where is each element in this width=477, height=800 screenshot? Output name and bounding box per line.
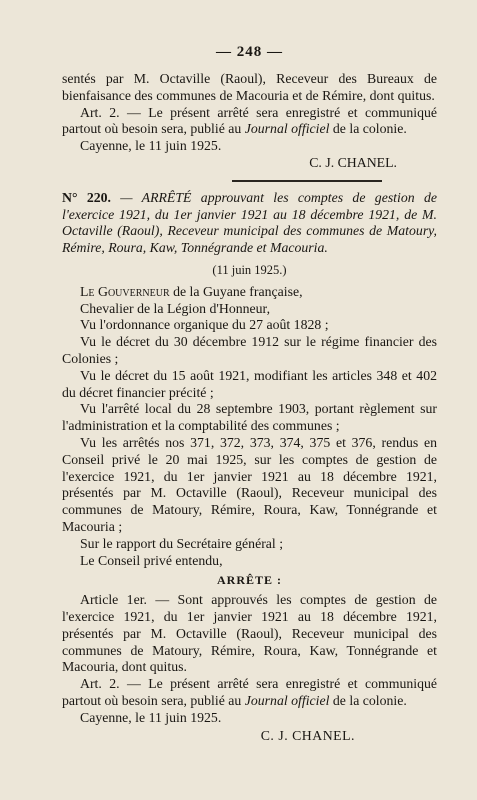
visa-6: Sur le rapport du Secrétaire général ; — [80, 535, 284, 551]
section-divider — [232, 180, 382, 182]
visa-5: Vu les arrêtés nos 371, 372, 373, 374, 375 et 376, rendus en Conseil privé le 20 mai 1925, sur les comptes de gestion de l'exercice 1921, du 1er janvier 1921 au 18 décembre 1921, présentés par M. Octaville (Raoul), Receveur municipal des communes de Matoury, Rémire, Roura, Kaw, Tonnégrande et Macouria ; — [62, 434, 437, 534]
place-date: Cayenne, le 11 juin 1925. — [80, 709, 222, 725]
journal-officiel-ref: Journal officiel — [244, 692, 330, 708]
visa-2: Vu le décret du 30 décembre 1912 sur le régime financier des Colonies ; — [62, 334, 437, 366]
governor-line: Le Gouverneur de la Guyane française, — [80, 283, 303, 299]
decree-number: N° 220. — [62, 189, 111, 205]
visa-4: Vu l'arrêté local du 28 septembre 1903, portant règlement sur l'administration et la comptabilité des communes ; — [62, 401, 437, 434]
visa-3: Vu le décret du 15 août 1921, modifiant les articles 348 et 402 du décret financier précité ; — [62, 367, 437, 400]
decree-title: N° 220. — ARRÊTÉ approuvant les comptes de gestion de l'exercice 1921, du 1er janvier 1921 au 18 décembre 1921, de M. Octaville (Raoul), Receveur municipal des communes de Matoury, Rémire, Roura, Kaw, Tonnégrande et Macouria. — [62, 189, 438, 256]
arrete-heading: ARRÊTE : — [216, 573, 282, 588]
visa-7: Le Conseil privé entendu, — [80, 552, 223, 568]
previous-place-date: Cayenne, le 11 juin 1925. — [80, 138, 222, 154]
article-2: Art. 2. — Le présent arrêté sera enregistré et communiqué partout où besoin sera, publié au Journal officiel de la colonie. — [62, 676, 437, 708]
visa-1: Vu l'ordonnance organique du 27 août 1828 ; — [80, 317, 329, 333]
signature: C. J. CHANEL. — [260, 728, 355, 744]
previous-signature: C. J. CHANEL. — [309, 154, 397, 170]
previous-decree-tail: sentés par M. Octaville (Raoul), Receveur des Bureaux de bienfaisance des communes de Macouria et de Rémire, dont quitus. — [62, 71, 437, 103]
previous-article-2: Art. 2. — Le présent arrêté sera enregistré et communiqué partout où besoin sera, publié au Journal officiel de la colonie. — [62, 104, 437, 137]
decree-date: (11 juin 1925.) — [212, 262, 287, 277]
article-1: Article 1er. — Sont approuvés les comptes de gestion de l'exercice 1921, du 1er janvier 1921 au 18 décembre 1921, présentés par M. Octaville (Raoul), Receveur municipal des communes de Matoury, Rémire, Roura, Kaw, Tonnégrande et Macouria, dont quitus. — [62, 592, 437, 675]
chevalier-line: Chevalier de la Légion d'Honneur, — [80, 300, 271, 316]
page-number: — 248 — — [216, 44, 283, 60]
journal-officiel-ref: Journal officiel — [244, 121, 330, 137]
